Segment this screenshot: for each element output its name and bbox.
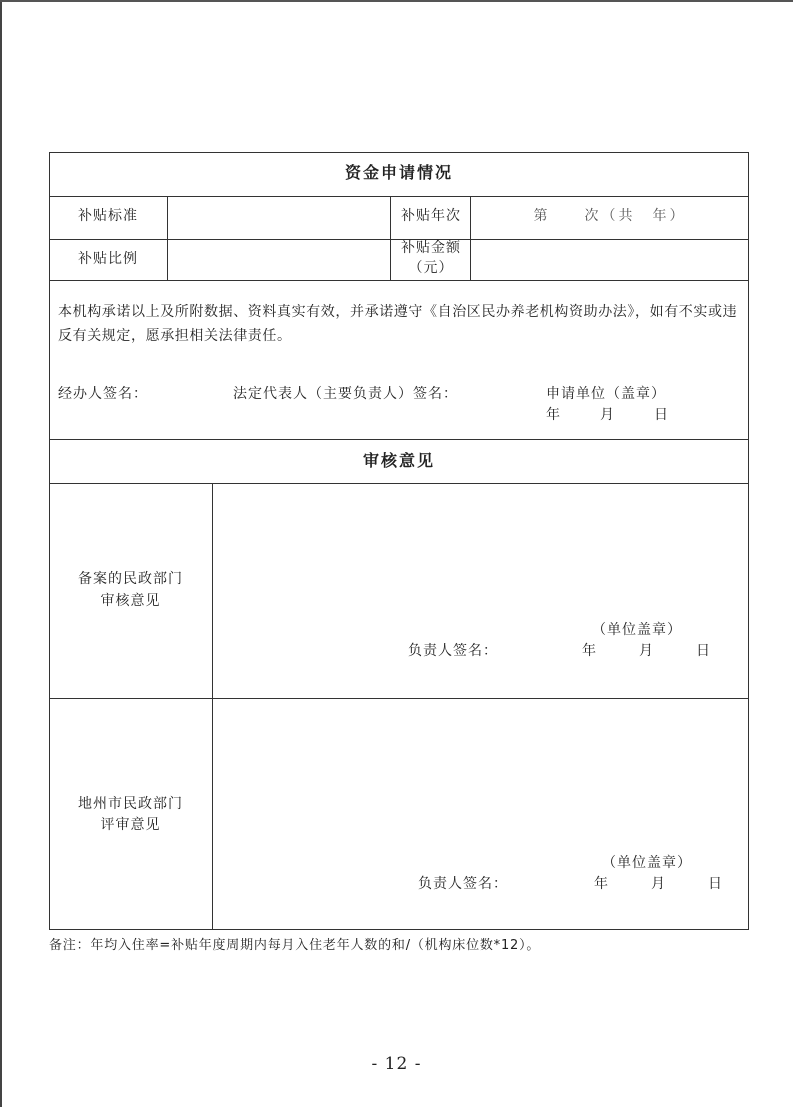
prefecture-signer-label: 负责人签名： <box>418 876 508 892</box>
prefecture-dept-label: 地州市民政部门 <box>78 796 183 812</box>
subsidy-standard-label: 补贴标准 <box>78 208 138 224</box>
filing-dept-label: 备案的民政部门 <box>78 571 183 587</box>
filing-signer-label: 负责人签名： <box>408 643 498 659</box>
column-divider <box>167 196 168 280</box>
applicant-seal-label: 申请单位（盖章） <box>546 386 666 402</box>
prefecture-review-opinion-field[interactable] <box>213 699 749 929</box>
occupancy-rate-note: 备注：年均入住率=补贴年度周期内每月入住老年人数的和/（机构床位数*12）。 <box>49 938 541 953</box>
row-divider <box>49 439 749 440</box>
table-border-left <box>49 152 50 930</box>
prefecture-dept-opinion-label: 评审意见 <box>100 817 161 833</box>
row-divider <box>49 280 749 281</box>
scan-edge-top <box>0 0 793 2</box>
prefecture-seal-label: （单位盖章） <box>602 855 692 871</box>
filing-review-opinion-field[interactable] <box>213 484 749 696</box>
table-border-top <box>49 152 749 153</box>
section-title-fund-application: 资金申请情况 <box>344 163 453 182</box>
prefecture-date-label: 年 月 日 <box>594 876 727 892</box>
filing-dept-opinion-label: 审核意见 <box>100 593 161 609</box>
commitment-statement: 本机构承诺以上及所附数据、资料真实有效，并承诺遵守《自治区民办养老机构资助办法》，如有不实或违反有关规定，愿承担相关法律责任。 <box>58 304 738 344</box>
subsidy-amount-unit-label: （元） <box>408 260 454 276</box>
subsidy-year-label: 补贴年次 <box>401 208 461 224</box>
subsidy-amount-label: 补贴金额 <box>401 240 461 256</box>
legal-rep-signature-label: 法定代表人（主要负责人）签名： <box>233 386 458 402</box>
filing-seal-label: （单位盖章） <box>592 622 682 638</box>
subsidy-year-field[interactable]: 第 次（共 年） <box>533 208 687 224</box>
subsidy-ratio-label: 补贴比例 <box>78 251 138 267</box>
table-border-bottom <box>49 929 749 930</box>
scan-edge-left <box>0 0 2 1107</box>
handler-signature-label: 经办人签名： <box>58 386 148 402</box>
section-title-review-opinion: 审核意见 <box>362 451 435 470</box>
applicant-date-label: 年 月 日 <box>546 407 672 423</box>
filing-date-label: 年 月 日 <box>582 643 715 659</box>
row-divider <box>49 196 749 197</box>
page-number: - 12 - <box>371 1054 422 1074</box>
